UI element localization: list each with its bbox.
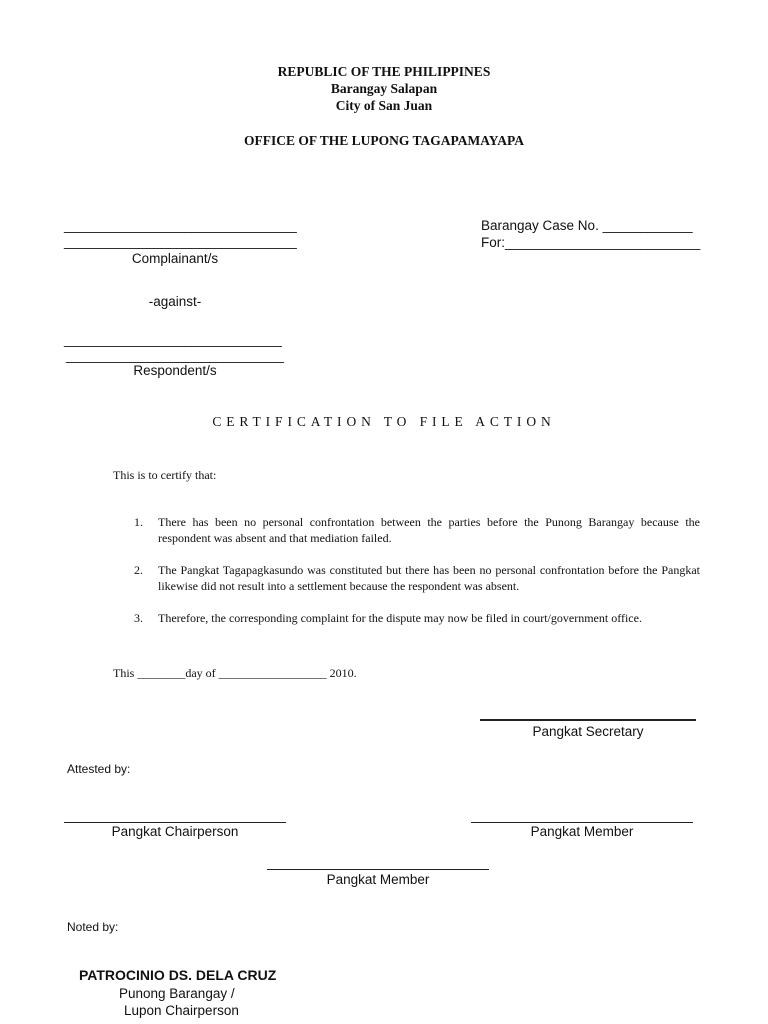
header-barangay: Barangay Salapan xyxy=(330,81,438,96)
complainant-line-2: _______________________________ xyxy=(64,234,297,249)
member-1-label: Pangkat Member xyxy=(530,824,634,839)
list-item xyxy=(134,562,700,594)
list-item-text: Therefore, the corresponding complaint for the dispute may now be filed in court/government office. xyxy=(158,611,642,625)
noter-name: PATROCINIO DS. DELA CRUZ xyxy=(79,967,277,983)
respondent-line-2: _____________________________ xyxy=(66,348,284,363)
complainant-label: Complainant/s xyxy=(131,251,219,266)
chairperson-signature-line xyxy=(64,822,286,823)
date-line: This ________day of __________________ 2010. xyxy=(113,666,357,680)
case-number-field: Barangay Case No. ____________ xyxy=(481,218,693,233)
list-item-text: There has been no personal confrontation between the parties before the Punong Barangay because the respondent was absent and that mediation failed. xyxy=(158,515,700,545)
secretary-label: Pangkat Secretary xyxy=(532,724,644,739)
list-item-number: 2. xyxy=(134,563,143,577)
header-republic: REPUBLIC OF THE PHILIPPINES xyxy=(277,64,491,79)
list-item-number: 1. xyxy=(134,515,143,529)
chairperson-label: Pangkat Chairperson xyxy=(111,824,239,839)
case-for-field: For:__________________________ xyxy=(481,235,701,250)
list-item xyxy=(134,610,700,626)
member-2-signature-line xyxy=(267,869,489,870)
header-office: OFFICE OF THE LUPONG TAGAPAMAYAPA xyxy=(243,133,525,148)
member-2-label: Pangkat Member xyxy=(326,872,430,887)
header-city: City of San Juan xyxy=(335,98,433,113)
intro-text: This is to certify that: xyxy=(113,468,217,482)
list-item xyxy=(134,514,700,546)
secretary-signature-line xyxy=(480,719,696,721)
list-item-number: 3. xyxy=(134,611,143,625)
document-title: CERTIFICATION TO FILE ACTION xyxy=(212,414,556,429)
respondent-line-1: _____________________________ xyxy=(64,332,282,347)
list-item-text: The Pangkat Tagapagkasundo was constituted but there has been no personal confrontation before the Pangkat likewise did not result into a settlement because the respondent was absent. xyxy=(158,563,700,593)
against-label: -against- xyxy=(148,294,202,309)
noter-title-1: Punong Barangay / xyxy=(119,986,235,1001)
complainant-line-1: _______________________________ xyxy=(64,218,297,233)
member-1-signature-line xyxy=(471,822,693,823)
respondent-label: Respondent/s xyxy=(133,363,217,378)
noter-title-2: Lupon Chairperson xyxy=(124,1003,239,1018)
noted-by-label: Noted by: xyxy=(67,920,119,934)
attested-by-label: Attested by: xyxy=(67,762,131,776)
